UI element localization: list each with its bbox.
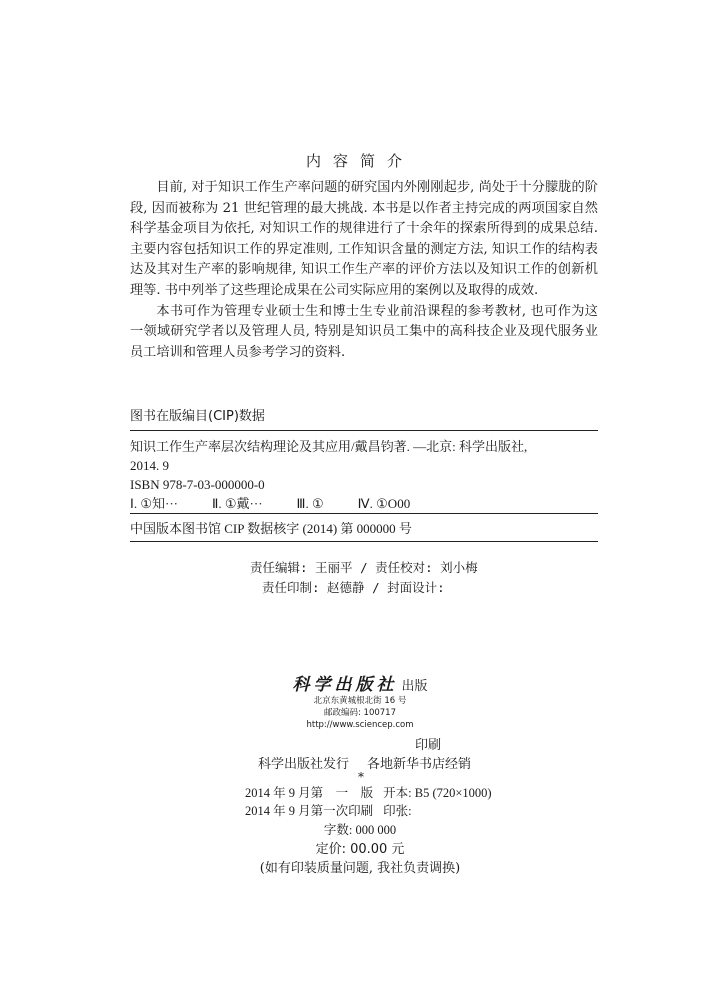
edition: 2014 年 9 月第 一 版 [245, 786, 374, 800]
printer-line: 印刷 [415, 738, 442, 753]
edition-line [245, 784, 492, 802]
cip-class-item: Ⅲ. ① [296, 496, 324, 511]
quality-note: (如有印装质量问题, 我社负责调换) [259, 861, 461, 876]
print-line [245, 802, 492, 820]
publisher-url: http://www.sciencep.com [306, 720, 414, 730]
publisher-block [0, 670, 720, 731]
cip-block [130, 405, 598, 542]
summary-paragraph: 目前, 对于知识工作生产率问题的研究国内外刚刚起步, 尚处于十分朦胧的阶段, 因而被称为 21 世纪管理的最大挑战. 本书是以作者主持完成的两项国家自然科学基金项目为依托, 对知识工作的规律进行了十余年的探索所得到的成果总结. 主要内容包括知识工作的界定准则, 工作知识含量的测定方法, 知识工作的结构表达及其对生产率的影响规律, 知识工作生产率的评价方法以及知识工作的创新机理等. 书中列举了这些理论成果在公司实际应用的案例以及取得的成效. [130, 180, 598, 298]
responsibility-block [250, 558, 478, 598]
summary-body [130, 178, 598, 363]
cip-heading: 图书在版编目(CIP)数据 [130, 405, 598, 431]
publisher-logo: 科学出版社 [292, 675, 398, 695]
cip-isbn: ISBN 978-7-03-000000-0 [130, 477, 265, 492]
price: 定价: 00.00 元 [315, 842, 405, 857]
cip-class-item: Ⅱ. ①戴··· [211, 496, 263, 511]
edition-block [245, 784, 492, 820]
publisher-address: 北京东黄城根北街 16 号 [313, 696, 407, 706]
publisher-postcode: 邮政编码: 100717 [323, 708, 396, 718]
print-date: 2014 年 9 月第一次印刷 [245, 804, 374, 818]
responsibility-line: 责任印制: 赵德静 / 封面设计: [262, 580, 445, 595]
cip-classification [130, 494, 598, 513]
distribution-line [258, 753, 471, 772]
cip-class-item: Ⅰ. ①知··· [130, 496, 178, 511]
distributor: 各地新华书店经销 [367, 757, 472, 772]
responsibility-line: 责任编辑: 王丽平 / 责任校对: 刘小梅 [250, 560, 478, 575]
separator-star: * [358, 770, 364, 784]
cip-record-number: 中国版本图书馆 CIP 数据核字 (2014) 第 000000 号 [130, 513, 598, 542]
summary-title: 内容简介 [305, 152, 414, 170]
cip-bibliographic-line: 2014. 9 [130, 458, 169, 473]
cip-body [130, 431, 598, 513]
sheets: 印张: [383, 804, 412, 818]
publisher-suffix: 出版 [401, 679, 428, 694]
format: 开本: B5 (720×1000) [383, 786, 492, 800]
issuer: 科学出版社发行 [258, 757, 350, 772]
cip-class-item: Ⅳ. ①O00 [357, 496, 411, 511]
publisher-name [0, 670, 720, 695]
word-count: 字数: 000 000 [323, 823, 397, 837]
cip-bibliographic-line: 知识工作生产率层次结构理论及其应用/戴昌钧著. —北京: 科学出版社, [130, 439, 528, 454]
summary-paragraph: 本书可作为管理专业硕士生和博士生专业前沿课程的参考教材, 也可作为这一领域研究学者以及管理人员, 特别是知识员工集中的高科技企业及现代服务业员工培训和管理人员参考学习的资料. [130, 303, 598, 360]
